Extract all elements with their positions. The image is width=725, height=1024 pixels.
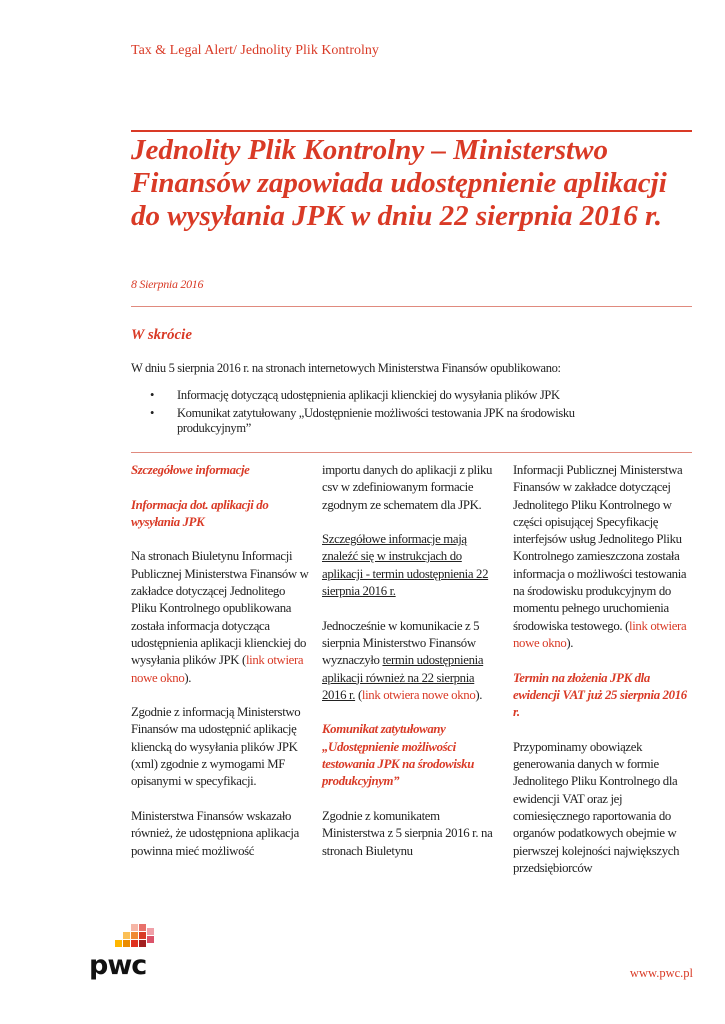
app-info-heading: Informacja dot. aplikacji do wysyłania JPK <box>131 497 269 529</box>
paragraph: Jednocześnie w komunikacie z 5 sierpnia Ministerstwo Finansów wyznaczyło termin udostępnienia aplikacji również na 22 sierpnia 2016 r. (link otwiera nowe okno). <box>322 618 484 702</box>
list-item <box>150 388 650 403</box>
paragraph: Ministerstwa Finansów wskazało również, że udostępniona aplikacja powinna mieć możliwość <box>131 808 299 858</box>
bullet-icon: • <box>150 406 155 420</box>
announcement-heading: Komunikat zatytułowany „Udostępnienie możliwości testowania JPK na środowisku produkcyjnym” <box>322 722 474 789</box>
top-rule <box>131 130 692 132</box>
list-item-text: Informację dotyczącą udostępnienia aplikacji klienckiej do wysyłania plików JPK <box>177 388 560 402</box>
new-window-link[interactable]: link otwiera nowe okno <box>361 687 476 702</box>
section-rule <box>131 452 692 453</box>
page-title: Jednolity Plik Kontrolny – Ministerstwo Finansów zapowiada udostępnienie aplikacji do wysyłania JPK w dniu 22 sierpnia 2016 r. <box>131 134 667 232</box>
breadcrumb: Tax & Legal Alert/ Jednolity Plik Kontrolny <box>131 43 379 58</box>
website-link[interactable]: www.pwc.pl <box>629 966 693 980</box>
column-middle <box>322 462 500 877</box>
paragraph: Na stronach Biuletynu Informacji Publicznej Ministerstwa Finansów w zakładce dotyczącej Jednolitego Pliku Kontrolnego opublikowana została informacja dotycząca udostępnienia aplikacji klienckiej do wysyłania plików JPK (link otwiera nowe okno). <box>131 549 309 685</box>
paragraph: Szczegółowe informacje mają znaleźć się w instrukcjach do aplikacji - termin udostępnienia 22 sierpnia 2016 r. <box>322 532 489 599</box>
summary-heading: W skrócie <box>131 327 192 343</box>
pwc-logo <box>89 924 159 984</box>
publication-date: 8 Sierpnia 2016 <box>131 277 204 291</box>
deadline-heading: Termin na złożenia JPK dla ewidencji VAT już 25 sierpnia 2016 r. <box>513 670 687 720</box>
list-item <box>150 406 650 436</box>
list-item-text: Komunikat zatytułowany „Udostępnienie możliwości testowania JPK na środowisku produkcyjnym” <box>177 406 575 435</box>
new-window-link[interactable]: link otwiera nowe okno <box>131 653 304 685</box>
new-window-link[interactable]: link otwiera nowe okno <box>513 618 687 650</box>
column-left <box>131 462 309 877</box>
details-heading: Szczegółowe informacje <box>131 463 250 477</box>
paragraph: Przypominamy obowiązek generowania danych w formie Jednolitego Pliku Kontrolnego dla ewidencji VAT oraz jej comiesięcznego raportowania do organów podatkowych obejmie w pierwszej kolejności największych przedsiębiorców <box>513 739 680 875</box>
paragraph: Informacji Publicznej Ministerstwa Finansów w zakładce dotyczącej Jednolitego Pliku Kontrolnego w części opisującej Specyfikację interfejsów usług Jednolitego Pliku Kontrolnego zamieszczona została informacja o możliwości testowania na środowisku produkcyjnym do momentu pełnego uruchomienia środowiska testowego. (link otwiera nowe okno). <box>513 463 687 650</box>
column-right <box>513 462 691 894</box>
paragraph: Zgodnie z informacją Ministerstwo Finansów ma udostępnić aplikację kliencką do wysyłania plików JPK (xml) zgodnie z wymogami MF opisanymi w specyfikacji. <box>131 705 301 789</box>
date-rule <box>131 306 692 307</box>
paragraph: Zgodnie z komunikatem Ministerstwa z 5 sierpnia 2016 r. na stronach Biuletynu <box>322 808 493 858</box>
pwc-logo-text: pwc <box>89 950 147 981</box>
summary-intro: W dniu 5 sierpnia 2016 r. na stronach internetowych Ministerstwa Finansów opublikowano: <box>131 361 561 375</box>
summary-list <box>150 388 650 439</box>
paragraph: importu danych do aplikacji z pliku csv w zdefiniowanym formacie zgodnym ze schematem dla JPK. <box>322 463 493 512</box>
bullet-icon: • <box>150 388 155 402</box>
